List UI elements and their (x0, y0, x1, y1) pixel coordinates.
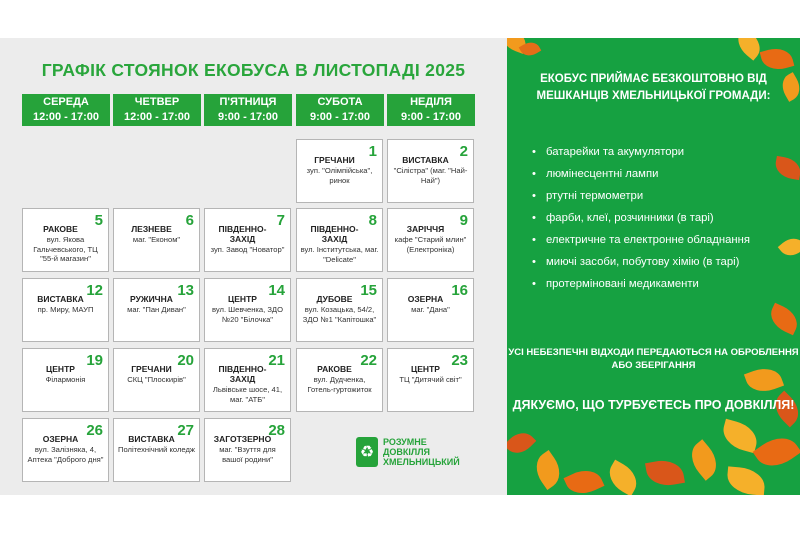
stop-address: СКЦ "Плоскирів" (127, 375, 186, 384)
day-number: 27 (177, 422, 194, 439)
day-number: 23 (451, 352, 468, 369)
stop-place: ПІВДЕННО-ЗАХІД (218, 224, 267, 244)
stop-address: маг. "Дана" (411, 305, 450, 314)
accepted-items-list (532, 142, 786, 296)
stop-address: зуп. "Олімпійська", ринок (306, 166, 373, 185)
stop-place: ЦЕНТР (228, 294, 257, 304)
stop-place: ПІВДЕННО-ЗАХІД (310, 224, 359, 244)
recycle-icon: ♻ (356, 437, 378, 467)
day-header-thursday: ЧЕТВЕР 12:00 - 17:00 (113, 94, 201, 126)
day-number: 20 (177, 352, 194, 369)
day-number: 2 (459, 143, 468, 160)
logo-text: РОЗУМНЕ ДОВКІЛЛЯ ХМЕЛЬНИЦЬКИЙ (383, 437, 460, 467)
autumn-leaf-icon (564, 464, 605, 495)
calendar-cell (113, 418, 200, 482)
calendar-cell (296, 208, 383, 272)
calendar-cell (296, 348, 383, 412)
day-header-wednesday: СЕРЕДА 12:00 - 17:00 (22, 94, 110, 126)
stop-address: "Сілістра" (маг. "Най-Най") (393, 166, 468, 185)
list-item: • люмінесцентні лампи (532, 164, 786, 184)
day-number: 14 (268, 282, 285, 299)
autumn-leaf-icon (684, 439, 724, 480)
autumn-leaf-icon (726, 466, 766, 495)
day-header-saturday: СУБОТА 9:00 - 17:00 (296, 94, 384, 126)
calendar-cell (296, 278, 383, 342)
stop-address: маг. "Економ" (132, 235, 181, 244)
autumn-leaf-icon (760, 44, 795, 73)
stop-place: ОЗЕРНА (407, 294, 444, 304)
day-number: 9 (459, 212, 468, 229)
day-number: 26 (86, 422, 103, 439)
calendar-cell (204, 418, 291, 482)
stop-address: вул. Інститутська, маг. "Delicate" (300, 245, 379, 264)
stop-place: РАКОВЕ (43, 224, 78, 234)
list-item: • електричне та електронне обладнання (532, 230, 786, 250)
calendar-cell (22, 208, 109, 272)
list-item: • протерміновані медикаменти (532, 274, 786, 294)
stop-address: маг. "Пан Диван" (127, 305, 186, 314)
stop-address: вул. Дудченка, Готель-гуртожиток (307, 375, 372, 394)
autumn-leaf-icon (603, 460, 643, 495)
stop-place: ВИСТАВКА (37, 294, 84, 304)
stop-place: ЦЕНТР (46, 364, 75, 374)
stop-address: Політехнічний коледж (118, 445, 195, 454)
stop-address: вул. Шевченка, ЗДО №20 "Білочка" (212, 305, 283, 324)
list-item: • батарейки та акумулятори (532, 142, 786, 162)
day-number: 19 (86, 352, 103, 369)
day-number: 15 (360, 282, 377, 299)
info-panel (507, 38, 800, 495)
hazard-note: УСІ НЕБЕЗПЕЧНІ ВІДХОДИ ПЕРЕДАЮТЬСЯ НА ОБРОБЛЕННЯ АБО ЗБЕРІГАННЯ (508, 347, 799, 371)
calendar-cell (113, 208, 200, 272)
stop-place: ЦЕНТР (411, 364, 440, 374)
day-number: 22 (360, 352, 377, 369)
stop-place: РУЖИЧНА (130, 294, 173, 304)
stop-address: ТЦ "Дитячий світ" (399, 375, 462, 384)
calendar-cell (387, 348, 474, 412)
calendar-cell (22, 418, 109, 482)
stop-place: РАКОВЕ (317, 364, 352, 374)
day-header-sunday: НЕДІЛЯ 9:00 - 17:00 (387, 94, 475, 126)
stop-place: ГРЕЧАНИ (314, 155, 355, 165)
stop-address: кафе "Старий млин" (Електроніка) (394, 235, 467, 254)
page-title: ГРАФІК СТОЯНОК ЕКОБУСА В ЛИСТОПАДІ 2025 (41, 60, 466, 80)
day-number: 13 (177, 282, 194, 299)
stop-address: вул. Залізняка, 4, Аптека "Доброго дня" (27, 445, 104, 464)
day-number: 8 (368, 212, 377, 229)
day-header-friday: П'ЯТНИЦЯ 9:00 - 17:00 (204, 94, 292, 126)
stop-place: ОЗЕРНА (42, 434, 79, 444)
calendar-cell (113, 348, 200, 412)
thanks-text: ДЯКУЄМО, ЩО ТУРБУЄТЕСЬ ПРО ДОВКІЛЛЯ! (512, 398, 795, 412)
stop-place: ЛЕЗНЕВЕ (131, 224, 172, 234)
calendar-cell (22, 348, 109, 412)
stop-address: Філармонія (45, 375, 86, 384)
stop-place: ЗАРІЧЧЯ (406, 224, 445, 234)
stop-place: ВИСТАВКА (402, 155, 449, 165)
day-number: 5 (94, 212, 103, 229)
day-number: 1 (368, 143, 377, 160)
calendar-cell (204, 278, 291, 342)
stop-place: ЗАГОТЗЕРНО (213, 434, 272, 444)
stop-address: маг. "Взуття для вашої родини" (219, 445, 276, 464)
stop-place: ВИСТАВКА (128, 434, 175, 444)
list-item: • ртутні термометри (532, 186, 786, 206)
day-number: 6 (185, 212, 194, 229)
calendar-cell (204, 208, 291, 272)
logo (356, 437, 460, 467)
calendar-cell (387, 139, 474, 203)
autumn-leaf-icon (766, 303, 800, 336)
stop-address: зуп. Завод "Новатор" (210, 245, 285, 254)
stop-place: ГРЕЧАНИ (131, 364, 172, 374)
day-number: 28 (268, 422, 285, 439)
list-item: • миючі засоби, побутову хімію (в тарі) (532, 252, 786, 272)
calendar-cell (113, 278, 200, 342)
autumn-leaf-icon (645, 457, 685, 489)
stop-address: пр. Миру, МАУП (37, 305, 94, 314)
autumn-leaf-icon (753, 429, 800, 475)
list-item: • фарби, клеї, розчинники (в тарі) (532, 208, 786, 228)
stop-place: ПІВДЕННО-ЗАХІД (218, 364, 267, 384)
calendar-cell (387, 278, 474, 342)
stop-address: вул. Якова Гальчевського, ТЦ "55-й магазин" (33, 235, 98, 263)
calendar-cell (204, 348, 291, 412)
day-number: 12 (86, 282, 103, 299)
stop-place: ДУБОВЕ (316, 294, 353, 304)
day-number: 7 (276, 212, 285, 229)
stop-address: Львівське шосе, 41, маг. "АТБ" (212, 385, 283, 404)
calendar-cell (22, 278, 109, 342)
calendar-cell (387, 208, 474, 272)
autumn-leaf-icon (507, 427, 536, 460)
calendar-cell (296, 139, 383, 203)
autumn-leaf-icon (719, 419, 761, 453)
stop-address: вул. Козацька, 54/2, ЗДО №1 "Капітошка" (302, 305, 377, 324)
panel-heading: ЕКОБУС ПРИЙМАЄ БЕЗКОШТОВНО ВІД МЕШКАНЦІВ ХМЕЛЬНИЦЬКОЇ ГРОМАДИ: (536, 73, 771, 102)
day-number: 16 (451, 282, 468, 299)
day-number: 21 (268, 352, 285, 369)
autumn-leaf-icon (529, 450, 567, 490)
